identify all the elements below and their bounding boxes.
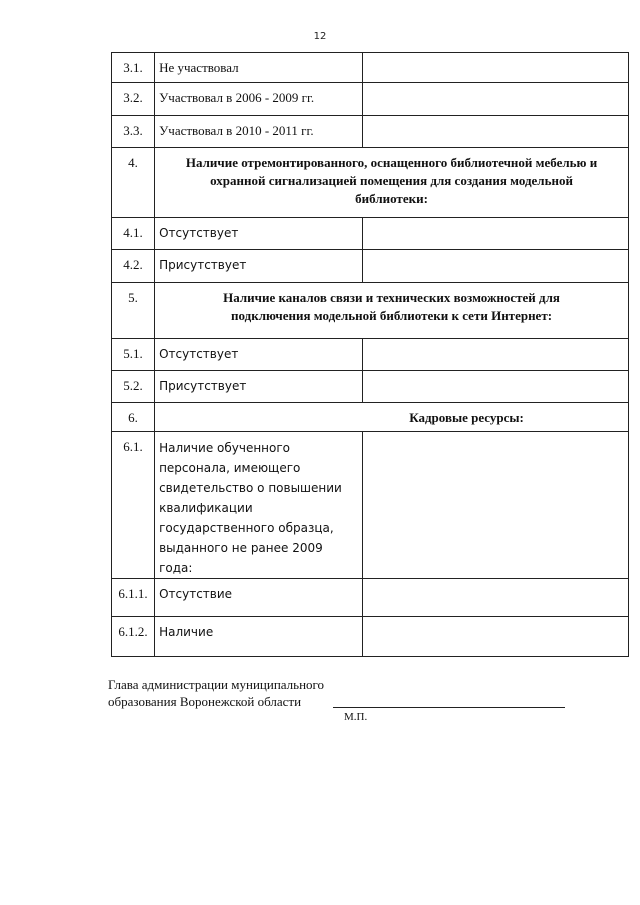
seal-label: М.П. bbox=[344, 711, 368, 723]
row-label: Наличие обученного персонала, имеющего свидетельство о повышении квалификации государственного образца, выданного не ранее 2009 года: bbox=[155, 432, 363, 579]
section-number: 4. bbox=[112, 148, 155, 218]
value-cell[interactable] bbox=[363, 53, 629, 83]
value-cell[interactable] bbox=[363, 339, 629, 371]
section-title: Наличие каналов связи и технических возможностей для подключения модельной библиотеки к сети Интернет: bbox=[155, 283, 629, 339]
row-label: Отсутствие bbox=[155, 579, 363, 617]
row-number: 6.1.2. bbox=[112, 617, 155, 657]
row-number: 4.2. bbox=[112, 250, 155, 283]
section-header-row bbox=[112, 283, 629, 339]
section-header-row bbox=[112, 403, 629, 432]
row-number: 6.1. bbox=[112, 432, 155, 579]
value-cell[interactable] bbox=[363, 218, 629, 250]
value-cell[interactable] bbox=[363, 432, 629, 579]
table-row bbox=[112, 432, 629, 579]
table-row bbox=[112, 339, 629, 371]
section-header-row bbox=[112, 148, 629, 218]
row-number: 3.2. bbox=[112, 83, 155, 116]
row-label: Отсутствует bbox=[155, 339, 363, 371]
row-number: 3.1. bbox=[112, 53, 155, 83]
row-label: Участвовал в 2006 - 2009 гг. bbox=[155, 83, 363, 116]
row-label: Не участвовал bbox=[155, 53, 363, 83]
value-cell[interactable] bbox=[363, 116, 629, 148]
section-title: Кадровые ресурсы: bbox=[155, 403, 629, 432]
row-label: Присутствует bbox=[155, 371, 363, 403]
row-label: Присутствует bbox=[155, 250, 363, 283]
section-number: 6. bbox=[112, 403, 155, 432]
table-row bbox=[112, 617, 629, 657]
row-number: 6.1.1. bbox=[112, 579, 155, 617]
table-row bbox=[112, 371, 629, 403]
signatory-title-line-2: образования Воронежской области bbox=[108, 694, 302, 709]
signature-block bbox=[108, 676, 324, 710]
table-row bbox=[112, 250, 629, 283]
table-row bbox=[112, 83, 629, 116]
signatory-title-line-1: Глава администрации муниципального bbox=[108, 677, 325, 692]
value-cell[interactable] bbox=[363, 371, 629, 403]
row-number: 5.2. bbox=[112, 371, 155, 403]
value-cell[interactable] bbox=[363, 579, 629, 617]
row-number: 4.1. bbox=[112, 218, 155, 250]
criteria-table bbox=[111, 52, 629, 657]
row-label: Наличие bbox=[155, 617, 363, 657]
table-row bbox=[112, 218, 629, 250]
value-cell[interactable] bbox=[363, 250, 629, 283]
row-label: Отсутствует bbox=[155, 218, 363, 250]
table-row bbox=[112, 116, 629, 148]
row-number: 3.3. bbox=[112, 116, 155, 148]
section-title: Наличие отремонтированного, оснащенного библиотечной мебелью и охранной сигнализацией помещения для создания модельной библиотеки: bbox=[155, 148, 629, 218]
page-number: 12 bbox=[313, 31, 327, 42]
table-row bbox=[112, 579, 629, 617]
value-cell[interactable] bbox=[363, 83, 629, 116]
section-number: 5. bbox=[112, 283, 155, 339]
signature-line[interactable] bbox=[333, 707, 565, 708]
table-row bbox=[112, 53, 629, 83]
row-label: Участвовал в 2010 - 2011 гг. bbox=[155, 116, 363, 148]
value-cell[interactable] bbox=[363, 617, 629, 657]
row-number: 5.1. bbox=[112, 339, 155, 371]
